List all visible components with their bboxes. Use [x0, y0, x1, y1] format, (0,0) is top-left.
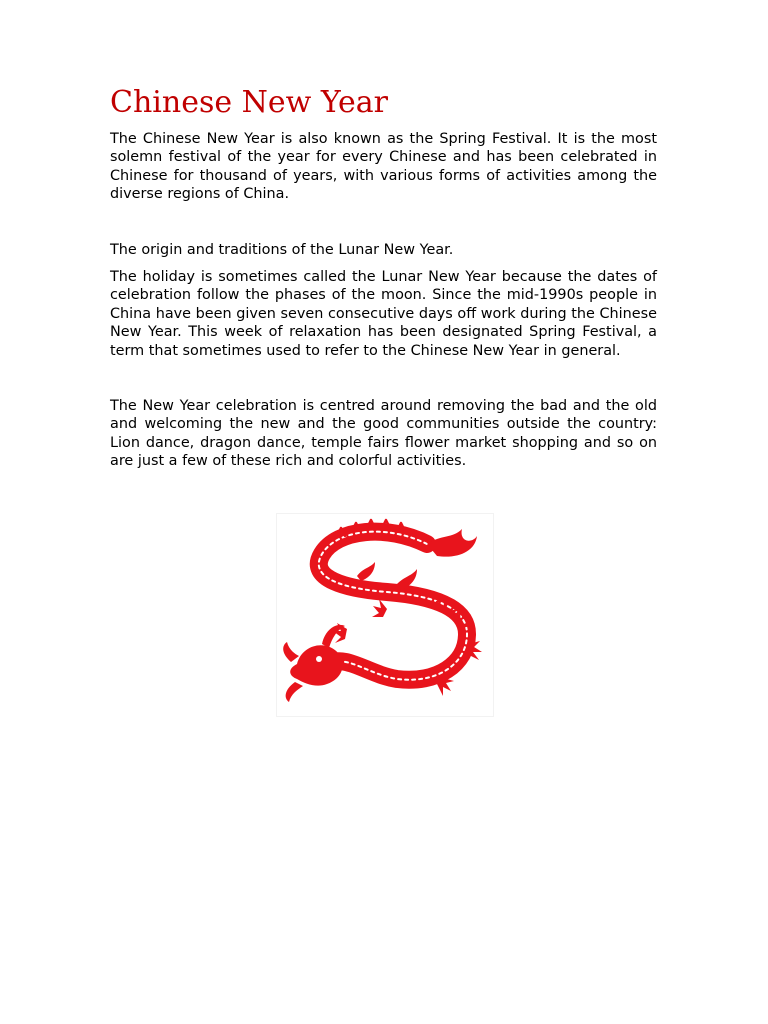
red-dragon-icon — [277, 514, 493, 716]
spacer — [110, 204, 657, 241]
page-title: Chinese New Year — [110, 85, 389, 120]
dragon-image — [276, 513, 494, 717]
paragraph-subheading: The origin and traditions of the Lunar New Year. — [110, 241, 454, 258]
paragraph-intro: The Chinese New Year is also known as the Spring Festival. It is the most solemn festival of the year for every Chinese and has been celebrated in Chinese for thousand of years, with various forms of activities among the diverse regions of China. — [110, 131, 657, 203]
paragraph-origin: The holiday is sometimes called the Lunar New Year because the dates of celebration follow the phases of the moon. Since the mid-1990s people in China have been given seven consecutive days off work during the Chinese New Year. This week of relaxation has been designated Spring Festival, a term that sometimes used to refer to the Chinese New Year in general. — [110, 269, 657, 359]
document-page — [110, 84, 657, 471]
spacer — [110, 259, 657, 268]
paragraph-celebration: The New Year celebration is centred around removing the bad and the old and welcoming the new and the good communities outside the country: Lion dance, dragon dance, temple fairs flower market shopping and so on are just a few of these rich and colorful activities. — [110, 398, 657, 470]
spacer — [110, 360, 657, 397]
